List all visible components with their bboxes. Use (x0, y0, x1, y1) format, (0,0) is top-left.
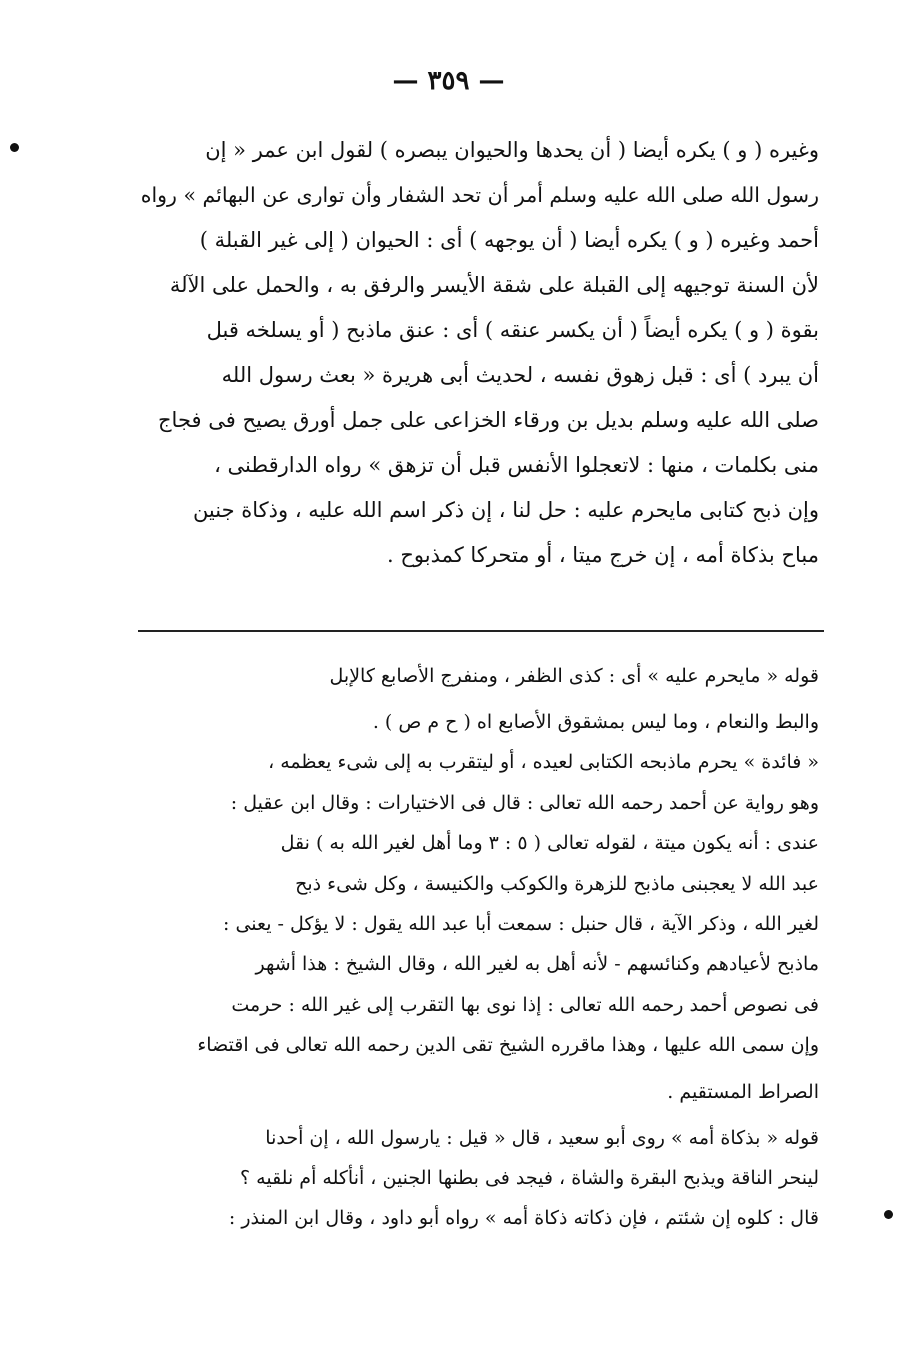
footnote-line: وهو رواية عن أحمد رحمه الله تعالى : قال فى الاختيارات : وقال ابن عقيل : (230, 791, 819, 814)
main-text-line: منى بكلمات ، منها : لاتعجلوا الأنفس قبل أن تزهق » رواه الدارقطنى ، (214, 453, 819, 477)
main-text-line: أن يبرد ) أى : قبل زهوق نفسه ، لحديث أبى هريرة « بعث رسول الله (221, 363, 819, 387)
main-text-line: بقوة ( و ) يكره أيضاً ( أن يكسر عنقه ) أى : عنق ماذبح ( أو يسلخه قبل (206, 318, 819, 342)
footnote-line: قال : كلوه إن شئتم ، فإن ذكاته ذكاة أمه » رواه أبو داود ، وقال ابن المنذر : (228, 1207, 819, 1230)
footnote-line: لينحر الناقة ويذبح البقرة والشاة ، فيجد فى بطنها الجنين ، أنأكله أم نلقيه ؟ (240, 1166, 819, 1189)
main-text (129, 128, 819, 578)
main-text-line: وإن ذبح كتابى مايحرم عليه : حل لنا ، إن ذكر اسم الله عليه ، وذكاة جنين (192, 498, 819, 522)
footnotes (129, 650, 819, 1239)
footnote-line: فى نصوص أحمد رحمه الله تعالى : إذا نوى بها التقرب إلى غير الله : حرمت (231, 993, 819, 1016)
footnote-line: عندى : أنه يكون ميتة ، لقوله تعالى ( ٥ : ٣ وما أهل لغير الله به ) نقل (280, 832, 819, 855)
margin-dot-mark (10, 143, 19, 152)
footnote-line: قوله « بذكاة أمه » روى أبو سعيد ، قال « قيل : يارسول الله ، إن أحدنا (265, 1126, 819, 1149)
page-number: — ٣٥٩ — (392, 66, 505, 96)
footnote-line: عبد الله لا يعجبنى ماذبح للزهرة والكوكب والكنيسة ، وكل شىء ذبح (295, 872, 819, 895)
main-text-line: رسول الله صلى الله عليه وسلم أمر أن تحد الشفار وأن توارى عن البهائم » رواه (140, 183, 819, 207)
main-text-line: مباح بذكاة أمه ، إن خرج ميتا ، أو متحركا كمذبوح . (386, 543, 819, 567)
footnote-line: والبط والنعام ، وما ليس بمشقوق الأصابع اه ( ح م ص ) . (372, 711, 819, 733)
footnote-line: الصراط المستقيم . (667, 1080, 819, 1103)
main-text-line: لأن السنة توجيهه إلى القبلة على شقة الأيسر والرفق به ، والحمل على الآلة (169, 273, 819, 297)
main-text-line: وغيره ( و ) يكره أيضا ( أن يحدها والحيوان يبصره ) لقول ابن عمر « إن (205, 138, 819, 162)
footnote-line: « فائدة » يحرم ماذبحه الكتابى لعيده ، أو ليتقرب به إلى شىء يعظمه ، (268, 751, 819, 774)
main-text-line: أحمد وغيره ( و ) يكره أيضا ( أن يوجهه ) أى : الحيوان ( إلى غير القبلة ) (199, 228, 819, 252)
main-text-line: صلى الله عليه وسلم بديل بن ورقاء الخزاعى على جمل أورق يصيح فى فجاج (158, 408, 819, 432)
footnote-divider (138, 630, 824, 632)
margin-dot-mark (884, 1210, 893, 1219)
footnote-line: وإن سمى الله عليها ، وهذا ماقرره الشيخ تقى الدين رحمه الله تعالى فى اقتضاء (197, 1034, 819, 1057)
footnote-line: ماذبح لأعيادهم وكنائسهم - لأنه أهل به لغير الله ، وقال الشيخ : هذا أشهر (255, 953, 819, 976)
footnote-line: لغير الله ، وذكر الآية ، قال حنبل : سمعت أبا عبد الله يقول : لا يؤكل - يعنى : (223, 912, 819, 935)
footnote-line: قوله « مايحرم عليه » أى : كذى الظفر ، ومنفرج الأصابع كالإبل (329, 665, 819, 687)
